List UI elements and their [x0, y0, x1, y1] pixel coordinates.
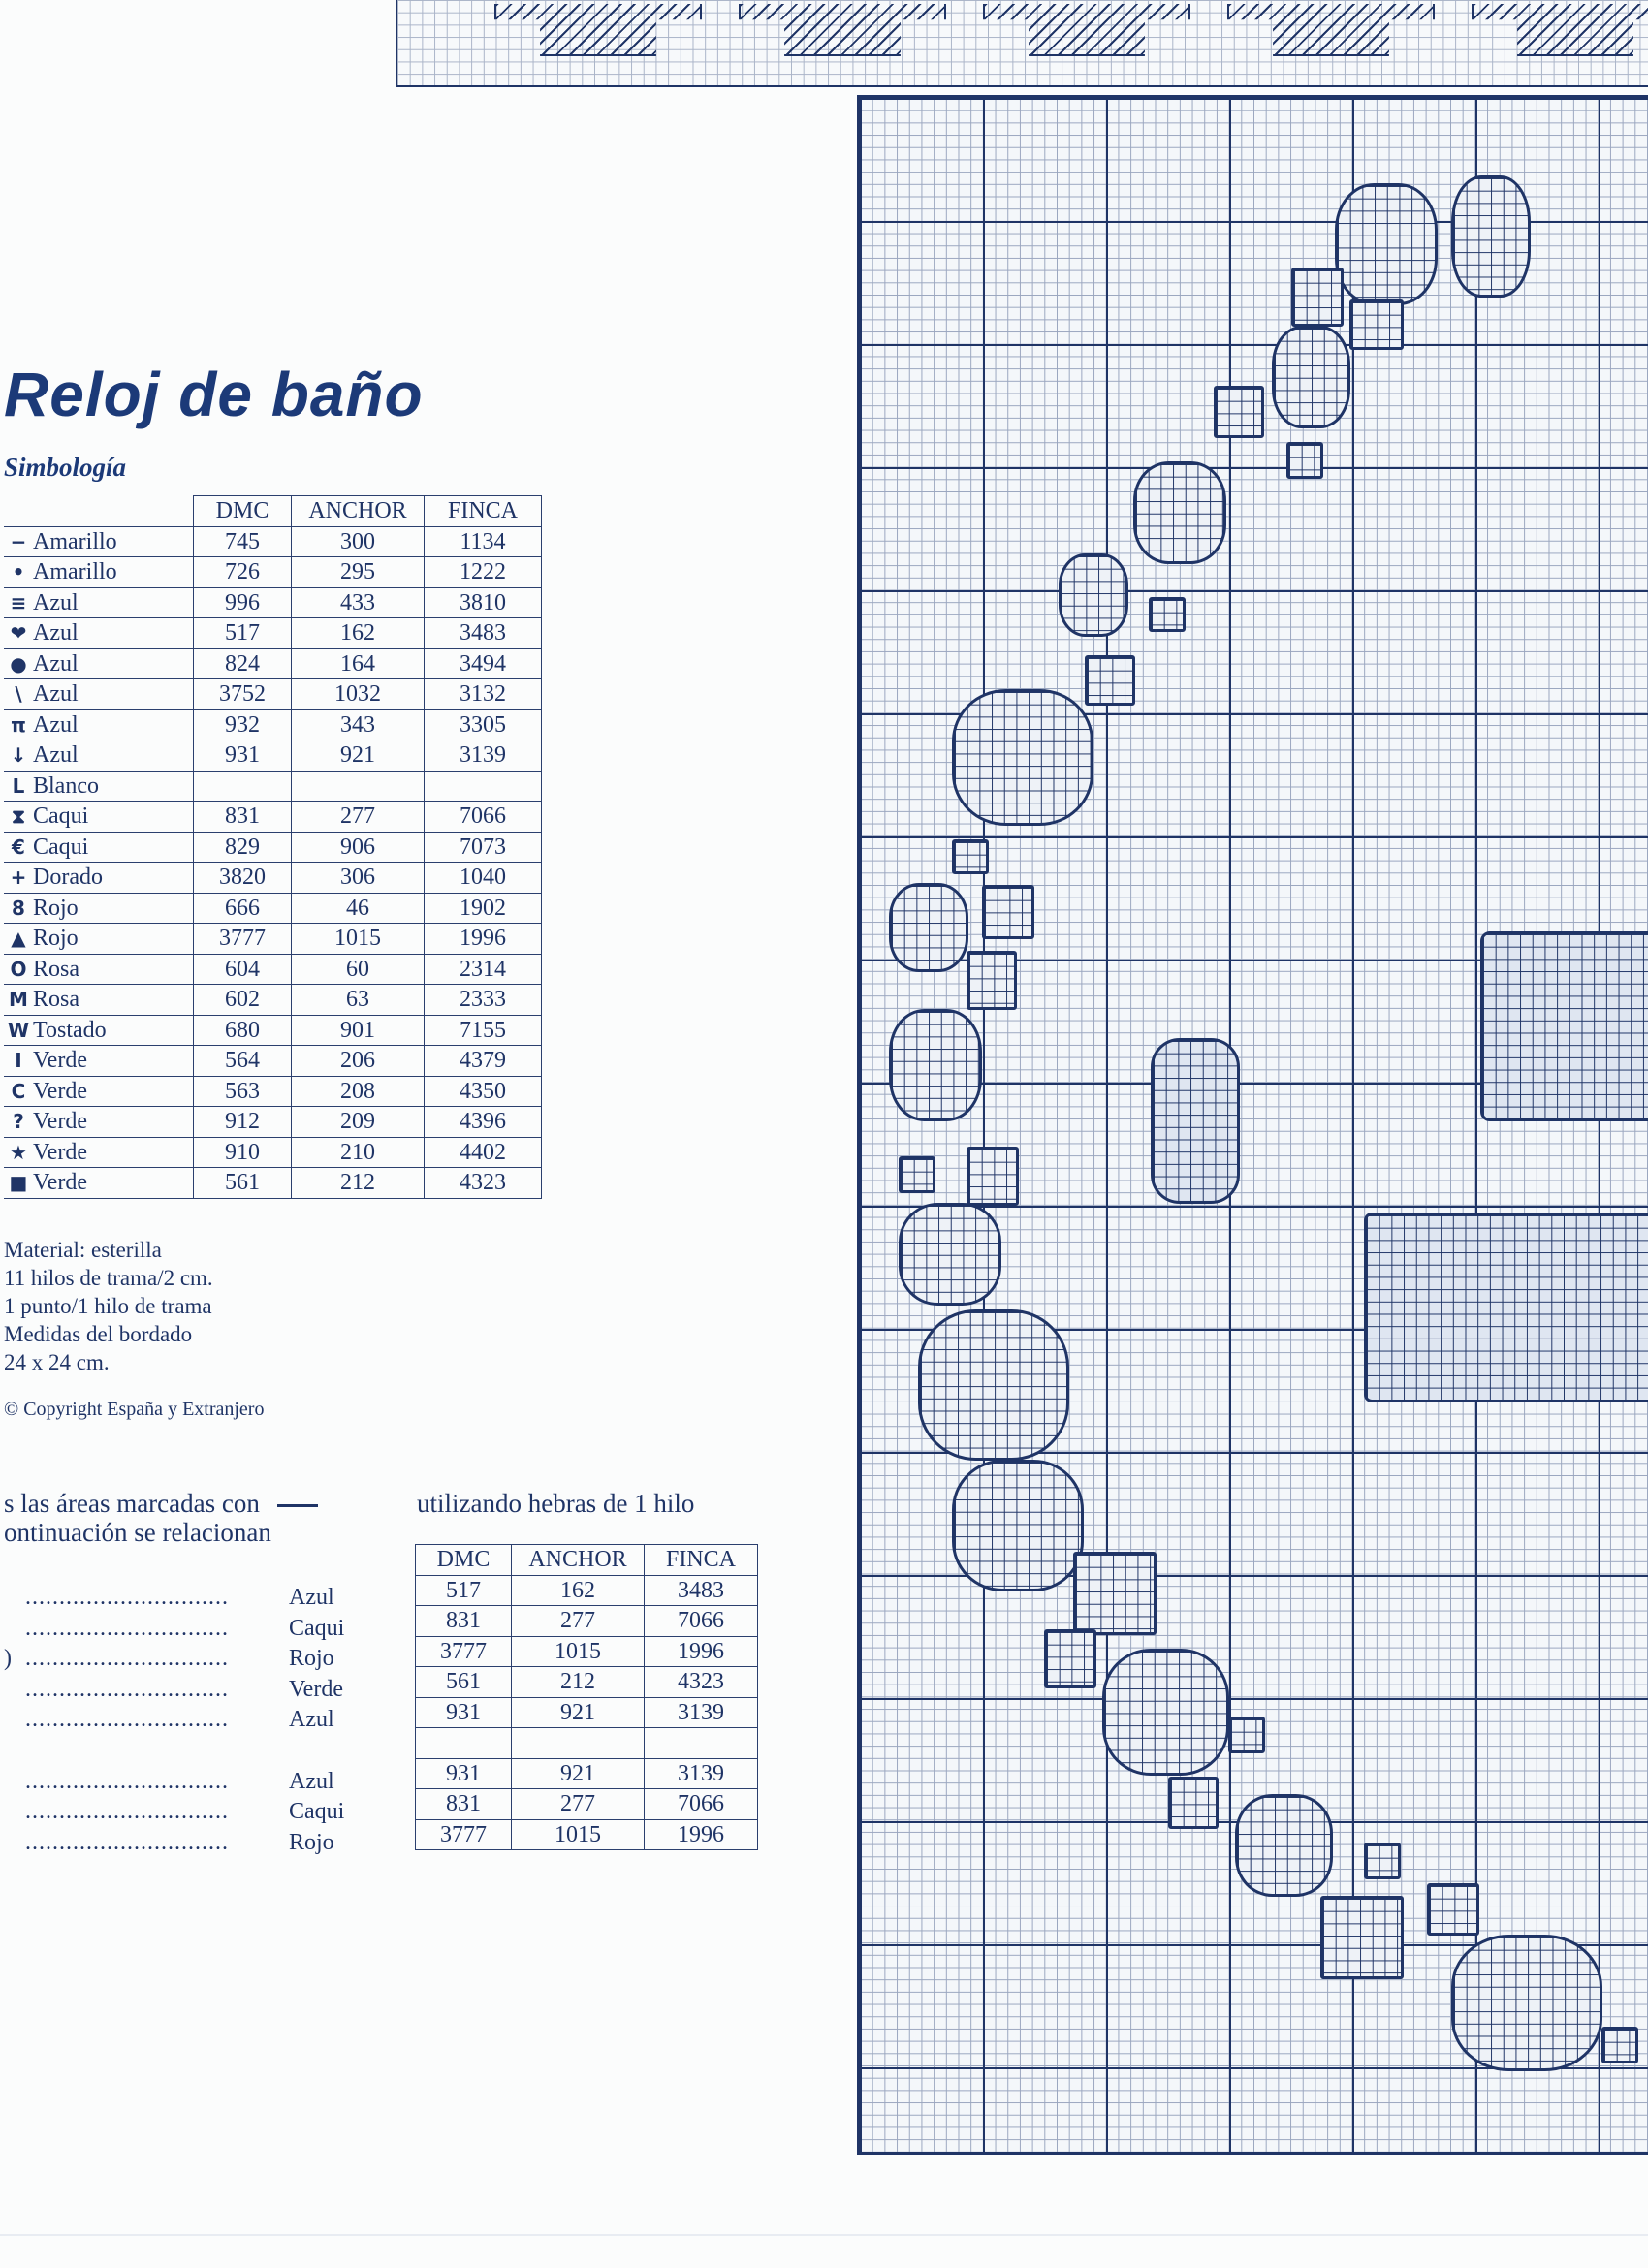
dmc-code: [194, 771, 292, 802]
anchor-code: 162: [292, 618, 425, 649]
thread-color-name: Azul: [289, 1585, 334, 1610]
leader-row: [4, 1675, 366, 1706]
header-blank: [4, 496, 194, 527]
thread-color-name: Rojo: [289, 1646, 334, 1672]
stitch-symbol-icon: ❤: [10, 621, 27, 646]
flower-motif: [1228, 1717, 1265, 1753]
stitch-symbol-icon: ★: [10, 1140, 27, 1164]
flower-motif: [982, 885, 1034, 939]
thread-color-name: Azul: [33, 620, 79, 646]
finca-code: 4323: [645, 1667, 758, 1698]
stitch-symbol-icon: ↓: [10, 743, 27, 768]
finca-code: 7155: [425, 1015, 542, 1046]
legend-body: [4, 526, 542, 1198]
spacer-cell: [645, 1728, 758, 1759]
legend-color-cell: [4, 1015, 194, 1046]
stitch-symbol-icon: O: [10, 957, 27, 981]
anchor-code: 60: [292, 954, 425, 985]
anchor-code: 1032: [292, 679, 425, 710]
thread-color-name: Azul: [33, 711, 79, 738]
stitch-symbol-icon: ●: [10, 651, 27, 676]
dmc-code: 3777: [416, 1636, 512, 1667]
dmc-code: 602: [194, 985, 292, 1016]
border-motif: [1472, 4, 1648, 56]
dmc-code: 666: [194, 893, 292, 924]
thread-color-name: Verde: [33, 1048, 87, 1074]
legend-row: [4, 802, 542, 833]
legend-color-cell: [4, 802, 194, 833]
backstitch-row: [416, 1758, 758, 1789]
anchor-code: 1015: [512, 1636, 645, 1667]
backstitch-dash-icon: [277, 1504, 318, 1507]
legend-color-cell: [4, 863, 194, 894]
anchor-code: 1015: [512, 1819, 645, 1850]
stitch-symbol-icon: +: [10, 866, 27, 890]
finca-code: [425, 771, 542, 802]
stitch-symbol-icon: −: [10, 529, 27, 553]
copyright-notice: © Copyright España y Extranjero: [4, 1399, 265, 1420]
flower-motif: [918, 1309, 1069, 1461]
flower-motif: [1073, 1552, 1157, 1635]
page-title: Reloj de baño: [4, 360, 424, 429]
leader-row: [4, 1828, 366, 1859]
thread-color-name: Azul: [33, 650, 79, 677]
stitch-symbol-icon: ⧗: [11, 804, 26, 829]
finca-code: 1222: [425, 557, 542, 588]
legend-color-cell: [4, 1046, 194, 1077]
anchor-code: 433: [292, 587, 425, 618]
legend-row: [4, 1046, 542, 1077]
dmc-code: 3820: [194, 863, 292, 894]
backstitch-row: [416, 1697, 758, 1728]
leader-prefix: ): [4, 1646, 12, 1672]
thread-color-name: Amarillo: [33, 528, 117, 554]
flower-motif: [1149, 597, 1186, 632]
legend-color-cell: [4, 557, 194, 588]
dmc-code: 3777: [194, 924, 292, 955]
dot-leader: ..............................: [25, 1646, 229, 1672]
flower-motif: [1451, 175, 1531, 298]
spacer-cell: [512, 1728, 645, 1759]
finca-code: 3483: [645, 1575, 758, 1606]
legend-row: [4, 863, 542, 894]
stitch-symbol-icon: L: [12, 773, 25, 798]
flower-motif: [1214, 386, 1264, 438]
note-line1-end: utilizando hebras de 1 hilo: [417, 1489, 695, 1518]
legend-row: [4, 1015, 542, 1046]
legend-row: [4, 679, 542, 710]
group-spacer-row: [416, 1728, 758, 1759]
dot-leader: ..............................: [25, 1707, 229, 1733]
anchor-code: 906: [292, 832, 425, 863]
header-dmc: DMC: [194, 496, 292, 527]
header-finca: FINCA: [425, 496, 542, 527]
dmc-code: 912: [194, 1107, 292, 1138]
dmc-code: 831: [416, 1789, 512, 1820]
dmc-code: 726: [194, 557, 292, 588]
backstitch-row: [416, 1789, 758, 1820]
stitch-symbol-icon: ≡: [10, 590, 27, 614]
border-motif: [494, 4, 702, 56]
dmc-code: 931: [416, 1758, 512, 1789]
leader-row: [4, 1767, 366, 1798]
finca-code: 7066: [425, 802, 542, 833]
legend-row: [4, 1076, 542, 1107]
leader-prefix: [4, 1797, 25, 1828]
legend-color-cell: [4, 985, 194, 1016]
material-info: [4, 1236, 213, 1376]
anchor-code: 343: [292, 709, 425, 740]
finca-code: 2333: [425, 985, 542, 1016]
finca-code: 4402: [425, 1137, 542, 1168]
legend-row: [4, 832, 542, 863]
finca-code: 7066: [645, 1789, 758, 1820]
flower-motif: [1085, 655, 1135, 706]
dmc-code: 3752: [194, 679, 292, 710]
finca-code: 4350: [425, 1076, 542, 1107]
border-motif: [1227, 4, 1435, 56]
legend-row: [4, 1168, 542, 1199]
anchor-code: 212: [512, 1667, 645, 1698]
flower-motif: [1427, 1883, 1479, 1936]
finca-code: 3305: [425, 709, 542, 740]
backstitch-row: [416, 1667, 758, 1698]
legend-row: [4, 893, 542, 924]
anchor-code: 921: [512, 1758, 645, 1789]
thread-color-name: Rojo: [33, 895, 79, 921]
backstitch-row: [416, 1575, 758, 1606]
finca-code: 2314: [425, 954, 542, 985]
finca-code: 3483: [425, 618, 542, 649]
leader-row: [4, 1583, 366, 1614]
dmc-code: 517: [194, 618, 292, 649]
stitch-symbol-icon: €: [12, 835, 25, 859]
stitch-symbol-icon: 8: [12, 896, 25, 920]
anchor-code: 206: [292, 1046, 425, 1077]
flower-motif: [1451, 1935, 1602, 2071]
anchor-code: 208: [292, 1076, 425, 1107]
backstitch-body: [416, 1575, 758, 1850]
flower-motif: [1235, 1794, 1333, 1897]
finca-code: 1902: [425, 893, 542, 924]
dot-leader: ..............................: [25, 1829, 229, 1855]
thread-color-name: Caqui: [33, 834, 89, 860]
finca-code: 3132: [425, 679, 542, 710]
stitch-symbol-icon: π: [11, 712, 26, 737]
top-border-pattern: [396, 0, 1648, 87]
stitch-symbol-icon: \: [15, 682, 22, 707]
stitch-symbol-icon: ?: [13, 1110, 24, 1134]
flower-motif: [1349, 299, 1404, 350]
flower-motif: [899, 1156, 935, 1193]
finca-code: 1996: [645, 1636, 758, 1667]
dmc-code: 829: [194, 832, 292, 863]
backstitch-leader-list: [4, 1583, 366, 1858]
border-motif: [739, 4, 946, 56]
thread-color-name: Rojo: [33, 926, 79, 952]
legend-color-cell: [4, 526, 194, 557]
dmc-code: 931: [194, 740, 292, 772]
anchor-code: 921: [292, 740, 425, 772]
legend-row: [4, 526, 542, 557]
finca-code: 7073: [425, 832, 542, 863]
stitch-symbol-icon: C: [11, 1079, 26, 1103]
legend-color-cell: [4, 618, 194, 649]
backstitch-row: [416, 1606, 758, 1637]
stitch-symbol-icon: ▲: [11, 927, 26, 951]
leader-row: [4, 1705, 366, 1736]
finca-code: 1996: [645, 1819, 758, 1850]
table-header-row: [4, 496, 542, 527]
flower-motif: [1291, 268, 1344, 327]
anchor-code: 295: [292, 557, 425, 588]
thread-color-name: Verde: [33, 1139, 87, 1165]
anchor-code: 277: [512, 1789, 645, 1820]
anchor-code: 63: [292, 985, 425, 1016]
thread-color-name: Azul: [33, 589, 79, 615]
page-bottom-edge: [0, 2234, 1648, 2236]
finca-code: 3810: [425, 587, 542, 618]
leader-prefix: [4, 1767, 25, 1798]
group-spacer: [4, 1736, 366, 1767]
dmc-code: 824: [194, 648, 292, 679]
leader-row: [4, 1797, 366, 1828]
finca-code: 3139: [425, 740, 542, 772]
anchor-code: 306: [292, 863, 425, 894]
clock-numeral-nine: [1151, 1038, 1240, 1204]
thread-color-name: Azul: [289, 1707, 334, 1733]
legend-row: [4, 557, 542, 588]
header-anchor: ANCHOR: [292, 496, 425, 527]
clock-ornament: [1364, 1213, 1648, 1402]
backstitch-row: [416, 1636, 758, 1667]
leader-prefix: [4, 1705, 25, 1736]
dot-leader: ..............................: [25, 1799, 229, 1825]
legend-color-cell: [4, 587, 194, 618]
material-line: 24 x 24 cm.: [4, 1350, 110, 1374]
thread-color-name: Verde: [33, 1170, 87, 1196]
thread-color-name: Verde: [33, 1078, 87, 1104]
thread-color-name: Verde: [289, 1676, 343, 1702]
dot-leader: ..............................: [25, 1615, 229, 1641]
legend-color-cell: [4, 1076, 194, 1107]
thread-color-name: Dorado: [33, 865, 103, 891]
leader-prefix: [4, 1675, 25, 1706]
dmc-code: 932: [194, 709, 292, 740]
flower-motif: [1133, 461, 1226, 564]
legend-row: [4, 740, 542, 772]
symbol-legend-table: [4, 495, 542, 1199]
section-subtitle: Simbología: [4, 453, 127, 482]
flower-motif: [1335, 183, 1438, 305]
dmc-code: 561: [416, 1667, 512, 1698]
flower-motif: [1320, 1896, 1404, 1979]
thread-color-name: Azul: [33, 742, 79, 769]
anchor-code: 209: [292, 1107, 425, 1138]
thread-color-name: Blanco: [33, 772, 99, 799]
backstitch-row: [416, 1819, 758, 1850]
finca-code: 3139: [645, 1758, 758, 1789]
thread-color-name: Rojo: [289, 1829, 334, 1855]
dmc-code: 604: [194, 954, 292, 985]
legend-row: [4, 924, 542, 955]
anchor-code: 277: [292, 802, 425, 833]
leader-row: [4, 1644, 366, 1675]
dmc-code: 931: [416, 1697, 512, 1728]
finca-code: 4379: [425, 1046, 542, 1077]
backstitch-note: [4, 1489, 341, 1547]
leader-prefix: [4, 1828, 25, 1859]
anchor-code: 164: [292, 648, 425, 679]
legend-color-cell: [4, 1137, 194, 1168]
anchor-code: 210: [292, 1137, 425, 1168]
spacer-cell: [416, 1728, 512, 1759]
legend-row: [4, 954, 542, 985]
stitch-symbol-icon: •: [12, 560, 25, 584]
dmc-code: 3777: [416, 1819, 512, 1850]
flower-motif: [952, 839, 989, 874]
dmc-code: 563: [194, 1076, 292, 1107]
legend-color-cell: [4, 924, 194, 955]
legend-row: [4, 618, 542, 649]
note-line1-start: s las áreas marcadas con: [4, 1489, 260, 1518]
anchor-code: 921: [512, 1697, 645, 1728]
legend-color-cell: [4, 709, 194, 740]
flower-motif: [1364, 1843, 1401, 1879]
border-motif: [983, 4, 1190, 56]
flower-motif: [952, 1460, 1084, 1591]
stitch-symbol-icon: I: [15, 1049, 22, 1073]
stitch-symbol-icon: M: [9, 988, 28, 1012]
header-anchor: ANCHOR: [512, 1545, 645, 1576]
thread-color-name: Azul: [33, 681, 79, 708]
legend-row: [4, 1137, 542, 1168]
dmc-code: 831: [416, 1606, 512, 1637]
legend-row: [4, 648, 542, 679]
material-line: Medidas del bordado: [4, 1322, 193, 1346]
finca-code: 7066: [645, 1606, 758, 1637]
legend-color-cell: [4, 1107, 194, 1138]
finca-code: 1040: [425, 863, 542, 894]
flower-motif: [967, 951, 1017, 1010]
anchor-code: 46: [292, 893, 425, 924]
thread-color-name: Amarillo: [33, 559, 117, 585]
anchor-code: 300: [292, 526, 425, 557]
dot-leader: ..............................: [25, 1768, 229, 1794]
backstitch-table: [415, 1544, 758, 1850]
dmc-code: 910: [194, 1137, 292, 1168]
legend-row: [4, 1107, 542, 1138]
flower-motif: [889, 1009, 982, 1121]
header-finca: FINCA: [645, 1545, 758, 1576]
cross-stitch-chart: [857, 95, 1648, 2155]
flower-motif: [889, 883, 968, 972]
flower-motif: [1059, 553, 1128, 637]
anchor-code: 901: [292, 1015, 425, 1046]
legend-color-cell: [4, 832, 194, 863]
dmc-code: 564: [194, 1046, 292, 1077]
flower-motif: [952, 689, 1093, 826]
dmc-code: 745: [194, 526, 292, 557]
note-line2: ontinuación se relacionan: [4, 1518, 271, 1547]
anchor-code: 212: [292, 1168, 425, 1199]
leader-prefix: [4, 1583, 25, 1614]
thread-color-name: Verde: [33, 1109, 87, 1135]
finca-code: 4396: [425, 1107, 542, 1138]
flower-motif: [1168, 1777, 1219, 1829]
legend-color-cell: [4, 679, 194, 710]
finca-code: 3494: [425, 648, 542, 679]
legend-color-cell: [4, 1168, 194, 1199]
thread-color-name: Azul: [289, 1768, 334, 1794]
table-header-row: [416, 1545, 758, 1576]
material-line: 1 punto/1 hilo de trama: [4, 1294, 212, 1318]
anchor-code: [292, 771, 425, 802]
legend-color-cell: [4, 893, 194, 924]
legend-color-cell: [4, 648, 194, 679]
flower-motif: [899, 1203, 1001, 1306]
leader-prefix: [4, 1614, 25, 1645]
thread-color-name: Caqui: [33, 803, 89, 830]
anchor-code: 277: [512, 1606, 645, 1637]
finca-code: 4323: [425, 1168, 542, 1199]
thread-color-name: Rosa: [33, 987, 79, 1013]
dmc-code: 561: [194, 1168, 292, 1199]
legend-row: [4, 709, 542, 740]
dmc-code: 517: [416, 1575, 512, 1606]
material-line: 11 hilos de trama/2 cm.: [4, 1266, 213, 1290]
finca-code: 1134: [425, 526, 542, 557]
dot-leader: ..............................: [25, 1676, 229, 1702]
dmc-code: 831: [194, 802, 292, 833]
clock-ornament: [1480, 931, 1648, 1121]
flower-motif: [1286, 442, 1323, 479]
stitch-symbol-icon: ■: [9, 1171, 28, 1195]
thread-color-name: Caqui: [289, 1799, 345, 1825]
legend-row: [4, 985, 542, 1016]
leader-row: [4, 1614, 366, 1645]
dot-leader: ..............................: [25, 1585, 229, 1610]
legend-color-cell: [4, 740, 194, 772]
flower-motif: [1044, 1629, 1096, 1688]
flower-motif: [1601, 2027, 1638, 2063]
material-line: Material: esterilla: [4, 1238, 162, 1262]
stitch-symbol-icon: W: [8, 1018, 30, 1042]
thread-color-name: Rosa: [33, 956, 79, 982]
thread-color-name: Caqui: [289, 1615, 345, 1641]
header-dmc: DMC: [416, 1545, 512, 1576]
flower-motif: [1102, 1649, 1229, 1776]
legend-row: [4, 587, 542, 618]
anchor-code: 162: [512, 1575, 645, 1606]
finca-code: 3139: [645, 1697, 758, 1728]
dmc-code: 996: [194, 587, 292, 618]
anchor-code: 1015: [292, 924, 425, 955]
finca-code: 1996: [425, 924, 542, 955]
flower-motif: [1272, 326, 1350, 428]
legend-color-cell: [4, 954, 194, 985]
thread-color-name: Tostado: [33, 1017, 107, 1043]
legend-row: [4, 771, 542, 802]
flower-motif: [967, 1147, 1019, 1206]
legend-color-cell: [4, 771, 194, 802]
dmc-code: 680: [194, 1015, 292, 1046]
